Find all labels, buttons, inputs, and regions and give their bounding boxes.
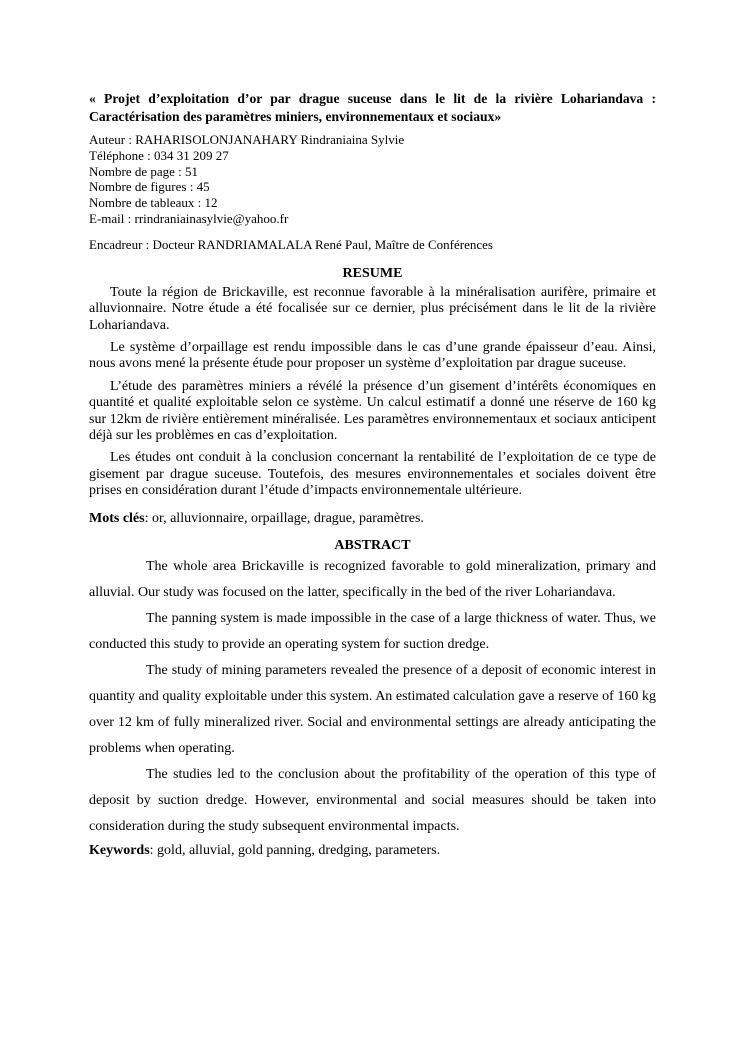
mots-cles: [89, 510, 656, 527]
resume-paragraph: L’étude des paramètres miniers a révélé la présence d’un gisement d’intérêts économiques en quantité et qualité exploitable selon ce système. Un calcul estimatif a donné une réserve de 160 kg sur 12km de rivière entièrement minéralisée. Les paramètres environnementaux et sociaux anticipent déjà sur les problèmes en cas d’exploitation.: [89, 378, 656, 444]
keywords-values: : gold, alluvial, gold panning, dredging, parameters.: [149, 842, 441, 858]
author: Auteur : RAHARISOLONJANAHARY Rindraniaina Sylvie: [89, 132, 405, 147]
metadata-block: [89, 132, 656, 227]
abstract-paragraph: The studies led to the conclusion about the profitability of the operation of this type of deposit by suction dredge. However, environmental and social measures should be taken into consideration during the study subsequent environmental impacts.: [89, 766, 656, 834]
telephone: Téléphone : 034 31 209 27: [89, 147, 229, 163]
abstract-paragraph: The whole area Brickaville is recognized favorable to gold mineralization, primary and alluvial. Our study was focused on the latter, specifically in the bed of the river Lohariandava.: [89, 558, 656, 600]
abstract-heading: ABSTRACT: [334, 537, 411, 553]
resume-paragraph: Le système d’orpaillage est rendu impossible dans le cas d’une grande épaisseur d’eau. Ainsi, nous avons mené la présente étude pour proposer un système d’exploitation par drague suceuse.: [89, 340, 656, 372]
mots-cles-values: : or, alluvionnaire, orpaillage, drague, paramètres.: [144, 510, 424, 526]
email: E-mail : rrindraniainasylvie@yahoo.fr: [89, 210, 289, 226]
document-page: [89, 90, 656, 859]
page-count: Nombre de page : 51: [89, 163, 199, 179]
title-line-2: Caractérisation des paramètres miniers, environnementaux et sociaux»: [89, 109, 502, 124]
resume-heading: RESUME: [342, 265, 403, 281]
resume-paragraph: Toute la région de Brickaville, est reconnue favorable à la minéralisation aurifère, primaire et alluvionnaire. Notre étude a été focalisée sur ce dernier, plus précisément dans le lit de la rivière Lohariandava.: [89, 284, 656, 333]
table-count: Nombre de tableaux : 12: [89, 195, 218, 211]
supervisor: Encadreur : Docteur RANDRIAMALALA René Paul, Maître de Conférences: [89, 236, 493, 252]
title-line-1: « Projet d’exploitation d’or par drague suceuse dans le lit de la rivière Lohariandava :: [89, 91, 656, 106]
abstract-paragraph: The study of mining parameters revealed the presence of a deposit of economic interest in quantity and quality exploitable under this system. An estimated calculation gave a reserve of 160 kg over 12 km of fully mineralized river. Social and environmental settings are already anticipating the problems when operating.: [89, 662, 656, 756]
figure-count: Nombre de figures : 45: [89, 179, 210, 195]
mots-cles-label: Mots clés: [89, 510, 145, 526]
abstract-body: [89, 554, 656, 840]
keywords: [89, 842, 656, 859]
document-title: [89, 90, 656, 126]
abstract-paragraph: The panning system is made impossible in the case of a large thickness of water. Thus, we conducted this study to provide an operating system for suction dredge.: [89, 610, 656, 652]
keywords-label: Keywords: [89, 842, 150, 858]
resume-paragraph: Les études ont conduit à la conclusion concernant la rentabilité de l’exploitation de ce type de gisement par drague suceuse. Toutefois, des mesures environnementales et sociales doivent être prises en considération durant l’étude d’impacts environnementale ultérieure.: [89, 450, 656, 499]
resume-body: [89, 285, 656, 500]
